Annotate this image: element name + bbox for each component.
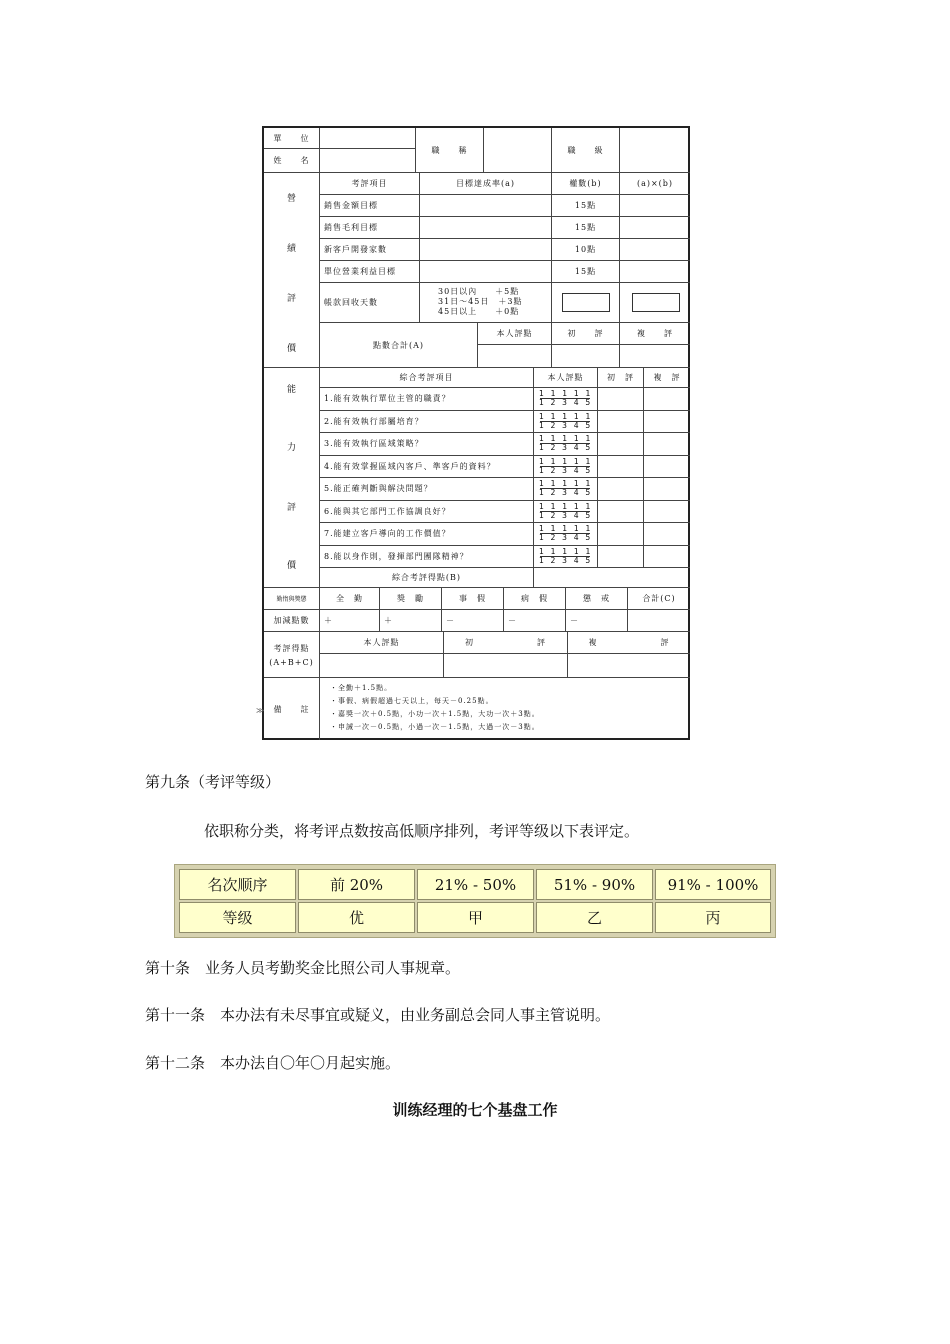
ability-scale (536, 480, 594, 497)
ability-col-item: 綜合考評項目 (320, 368, 534, 388)
attendance-col: 全 勤 (320, 588, 380, 610)
adjust-sign: － (442, 610, 504, 632)
perf-row-rate (420, 217, 552, 239)
final-second-value (568, 654, 690, 678)
collection-weight-box (562, 293, 610, 312)
ability-scale-cell (534, 388, 598, 411)
ability-char-1: 能 (286, 385, 297, 395)
perf-second-review-value (620, 345, 690, 368)
ability-scale (536, 390, 594, 407)
scale-bottom: 1 2 3 4 5 (538, 510, 592, 520)
article9-title: 第九条（考评等级） (145, 773, 281, 791)
remarks-cell (320, 678, 690, 740)
perf-second-review: 複 評 (620, 323, 690, 345)
ability-second-value (644, 456, 690, 479)
collection-product-cell (620, 283, 690, 323)
ability-second-value (644, 523, 690, 546)
perf-col-item: 考評項目 (320, 173, 420, 195)
grade-row-cell: 优 (298, 902, 415, 933)
perf-col-product: (a)×(b) (620, 173, 690, 195)
job-title-label: 職 稱 (416, 128, 484, 173)
rank-value (620, 128, 690, 173)
adjust-sign: － (566, 610, 628, 632)
performance-char-4: 價 (286, 344, 297, 354)
article11: 第十一条 本办法有未尽事宜或疑义，由业务副总会同人事主管说明。 (145, 1006, 611, 1024)
article12: 第十二条 本办法自〇年〇月起实施。 (145, 1054, 401, 1072)
ability-scale-cell (534, 411, 598, 434)
final-label-line1: 考評得點 (273, 643, 310, 653)
collection-weight-cell (552, 283, 620, 323)
perf-row-weight: 10點 (552, 239, 620, 261)
section-title: 训练经理的七个基盘工作 (392, 1101, 558, 1119)
remarks-label: 備 註 (264, 678, 320, 740)
attendance-label: 勤惰與獎懲 (264, 588, 320, 610)
scale-bottom: 1 2 3 4 5 (538, 443, 592, 452)
scale-bottom: 1 2 3 4 5 (538, 488, 592, 497)
ability-scale (536, 458, 594, 475)
ability-first-value (598, 501, 644, 524)
performance-char-3: 評 (286, 294, 297, 304)
scale-top: 1 1 1 1 1 (538, 524, 592, 533)
final-self-value (320, 654, 444, 678)
perf-row-product (620, 239, 690, 261)
evaluation-form (262, 126, 690, 740)
ability-scale (536, 435, 594, 452)
scale-top: 1 1 1 1 1 (538, 479, 592, 488)
attendance-col: 合計(C) (628, 588, 690, 610)
ability-scale (536, 413, 594, 430)
attendance-col: 懲 戒 (566, 588, 628, 610)
adjust-sign: ＋ (320, 610, 380, 632)
ability-scale-cell (534, 546, 598, 569)
ability-second-value (644, 478, 690, 501)
ability-item: 5.能正確判斷與解決問題？ (320, 478, 534, 501)
ability-first-value (598, 388, 644, 411)
ability-second-value (644, 501, 690, 524)
collection-scale-cell (420, 283, 552, 323)
perf-row-product (620, 195, 690, 217)
ability-col-self: 本人評點 (534, 368, 598, 388)
ability-first-value (598, 478, 644, 501)
ability-scale-cell (534, 433, 598, 456)
job-title-value (484, 128, 552, 173)
ability-item: 4.能有效掌握區域內客戶、準客戶的資料？ (320, 456, 534, 479)
ability-item: 8.能以身作則，發揮部門團隊精神？ (320, 546, 534, 569)
ability-scale (536, 525, 594, 542)
ability-second-value (644, 433, 690, 456)
adjust-label: 加減點數 (264, 610, 320, 632)
ability-second-value (644, 411, 690, 434)
grade-header-cell: 21% - 50% (417, 869, 534, 900)
perf-row-weight: 15點 (552, 217, 620, 239)
perf-col-rate: 目標達成率(a) (420, 173, 552, 195)
ability-scale (536, 503, 594, 520)
collection-item: 帳款回收天數 (320, 283, 420, 323)
unit-value (320, 128, 416, 149)
grade-header-cell: 名次顺序 (179, 869, 296, 900)
scale-top: 1 1 1 1 1 (538, 434, 592, 443)
adjust-sign: － (504, 610, 566, 632)
perf-self-score: 本人評點 (478, 323, 552, 345)
scale-top: 1 1 1 1 1 (538, 501, 592, 511)
perf-row-rate (420, 195, 552, 217)
name-value (320, 149, 416, 173)
ability-col-first: 初 評 (598, 368, 644, 388)
grade-row-cell: 丙 (655, 902, 771, 933)
perf-row-product (620, 217, 690, 239)
perf-col-weight: 權數(b) (552, 173, 620, 195)
final-second: 複 評 (568, 632, 690, 654)
unit-label: 單 位 (264, 128, 320, 149)
perf-self-score-value (478, 345, 552, 368)
ability-scale-cell (534, 501, 598, 524)
ability-item: 3.能有效執行區域策略？ (320, 433, 534, 456)
perf-first-review-value (552, 345, 620, 368)
adjust-total (628, 610, 690, 632)
grade-table (174, 864, 776, 938)
ability-scale-cell (534, 456, 598, 479)
perf-row-rate (420, 239, 552, 261)
grade-header-cell: 51% - 90% (536, 869, 653, 900)
perf-row-item: 銷售金額目標 (320, 195, 420, 217)
attendance-col: 病 假 (504, 588, 566, 610)
scale-bottom: 1 2 3 4 5 (538, 420, 592, 430)
ability-char-2: 力 (286, 443, 297, 453)
final-first-value (444, 654, 568, 678)
name-label: 姓 名 (264, 149, 320, 173)
scale-bottom: 1 2 3 4 5 (538, 533, 592, 542)
ability-first-value (598, 546, 644, 569)
ability-item: 1.能有效執行單位主管的職責？ (320, 388, 534, 411)
ability-section-label (264, 368, 320, 588)
ability-first-value (598, 433, 644, 456)
grade-row-cell: 等级 (179, 902, 296, 933)
ability-item: 7.能建立客戶導向的工作價值？ (320, 523, 534, 546)
final-first: 初 評 (444, 632, 568, 654)
scan-mark: ≫ (256, 706, 265, 715)
remarks-lines: ・全勤＋1.5點。 ・事假、病假超過七天以上，每天－0.25點。 ・嘉獎一次＋0.5點，小功一次＋1.5點，大功一次＋3點。 ・申誡一次－0.5點，小過一次－1.5點，大過一次－3點。 (330, 684, 540, 731)
total-a-label: 點數合計(A) (320, 323, 478, 368)
scale-top: 1 1 1 1 1 (538, 456, 592, 466)
ability-second-value (644, 546, 690, 569)
scale-top: 1 1 1 1 1 (538, 411, 592, 421)
ability-col-second: 複 評 (644, 368, 690, 388)
attendance-col: 事 假 (442, 588, 504, 610)
ability-first-value (598, 456, 644, 479)
perf-row-weight: 15點 (552, 261, 620, 283)
perf-first-review: 初 評 (552, 323, 620, 345)
perf-row-item: 單位營業利益目標 (320, 261, 420, 283)
scale-bottom: 1 2 3 4 5 (538, 398, 592, 407)
ability-scale-cell (534, 523, 598, 546)
ability-item: 6.能與其它部門工作協調良好？ (320, 501, 534, 524)
grade-row-cell: 乙 (536, 902, 653, 933)
performance-char-2: 績 (286, 244, 297, 254)
final-self: 本人評點 (320, 632, 444, 654)
rank-label: 職 級 (552, 128, 620, 173)
collection-product-box (632, 293, 680, 312)
ability-second-value (644, 388, 690, 411)
ability-char-3: 評 (286, 503, 297, 513)
ability-first-value (598, 411, 644, 434)
scale-bottom: 1 2 3 4 5 (538, 465, 592, 475)
final-label (264, 632, 320, 678)
ability-scale-cell (534, 478, 598, 501)
performance-section-label (264, 173, 320, 368)
grade-header-cell: 前 20% (298, 869, 415, 900)
perf-row-item: 新客戶開發家數 (320, 239, 420, 261)
ability-first-value (598, 523, 644, 546)
ability-scale (536, 548, 594, 565)
ability-char-4: 價 (286, 561, 297, 571)
perf-row-item: 銷售毛利目標 (320, 217, 420, 239)
grade-row-cell: 甲 (417, 902, 534, 933)
scale-bottom: 1 2 3 4 5 (538, 555, 592, 565)
perf-row-rate (420, 261, 552, 283)
final-label-line2: (A+B+C) (269, 657, 314, 667)
article10: 第十条 业务人员考勤奖金比照公司人事规章。 (145, 959, 461, 977)
collection-scale: 30日以內 ＋5點 31日～45日 ＋3點 45日以上 ＋0點 (438, 287, 523, 316)
grade-header-cell: 91% - 100% (655, 869, 771, 900)
ability-item: 2.能有效執行部屬培育？ (320, 411, 534, 434)
ability-total-label: 綜合考評得點(B) (320, 568, 534, 588)
perf-row-product (620, 261, 690, 283)
attendance-col: 獎 勵 (380, 588, 442, 610)
adjust-sign: ＋ (380, 610, 442, 632)
ability-total-value (534, 568, 690, 588)
scale-top: 1 1 1 1 1 (538, 546, 592, 556)
article9-body: 依职称分类，将考评点数按高低顺序排列，考评等级以下表评定。 (204, 822, 640, 840)
performance-char-1: 營 (286, 194, 297, 204)
perf-row-weight: 15點 (552, 195, 620, 217)
scale-top: 1 1 1 1 1 (538, 389, 592, 398)
